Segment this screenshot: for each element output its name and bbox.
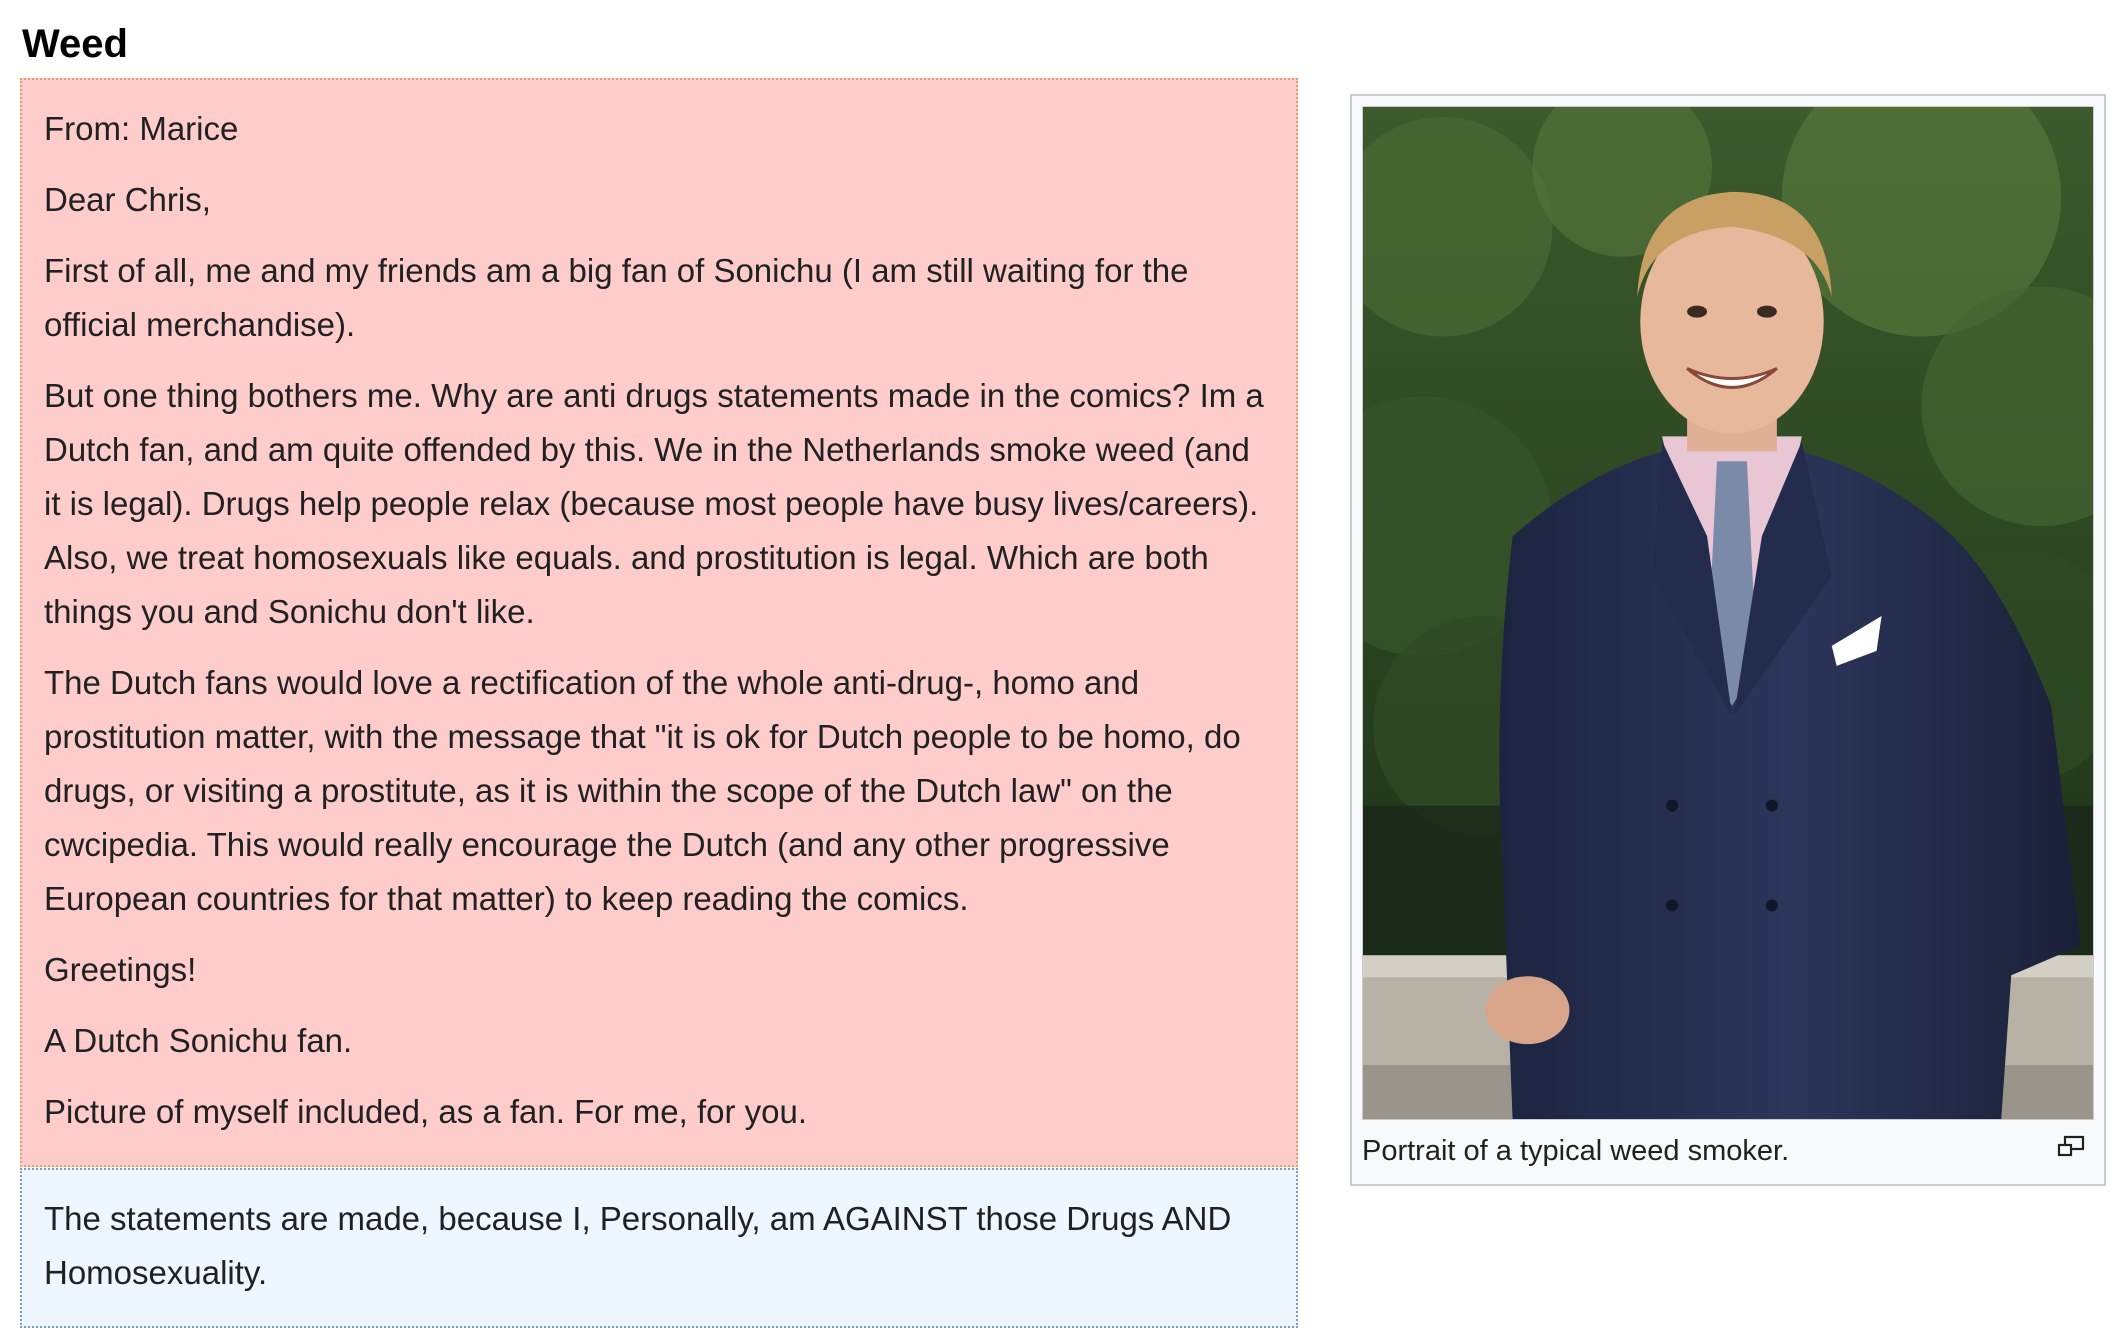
letter-greeting: Greetings! [44,951,197,988]
magnify-clip-icon[interactable] [2056,1134,2086,1160]
portrait-photo[interactable] [1362,106,2094,1120]
letter-paragraph: The Dutch fans would love a rectification of the whole anti-drug-, homo and prostitution matter, with the message that "it is ok for Dutch people to be homo, do drugs, or visiting a prostitute, as it is within the scope of the Dutch law" on the cwcipedia. This would really encourage the Dutch (and any other progressive European countries for that matter) to keep reading the comics. [44,664,1241,917]
caption-text: Portrait of a typical weed smoker. [1362,1135,1790,1167]
letter-paragraph: But one thing bothers me. Why are anti drugs statements made in the comics? Im a Dutch fan, and am quite offended by this. We in the Netherlands smoke weed (and it is legal). Drugs help people relax (because most people have busy lives/careers). Also, we treat homosexuals like equals. and prostitution is legal. Which are both things you and Sonichu don't like. [44,377,1264,630]
image-caption [1362,1130,2094,1172]
letter-box [20,78,1298,1167]
letter-signature: A Dutch Sonichu fan. [44,1022,353,1059]
section-heading: Weed [22,22,128,66]
reply-box [20,1168,1298,1328]
letter-postscript: Picture of myself included, as a fan. For me, for you. [44,1093,807,1130]
letter-salutation: Dear Chris, [44,181,211,218]
letter-from: From: Marice [44,110,239,147]
letter-paragraph: First of all, me and my friends am a big fan of Sonichu (I am still waiting for the official merchandise). [44,252,1189,343]
reply-text: The statements are made, because I, Personally, am AGAINST those Drugs AND Homosexuality. [44,1200,1232,1291]
image-thumbnail [1350,94,2106,1186]
